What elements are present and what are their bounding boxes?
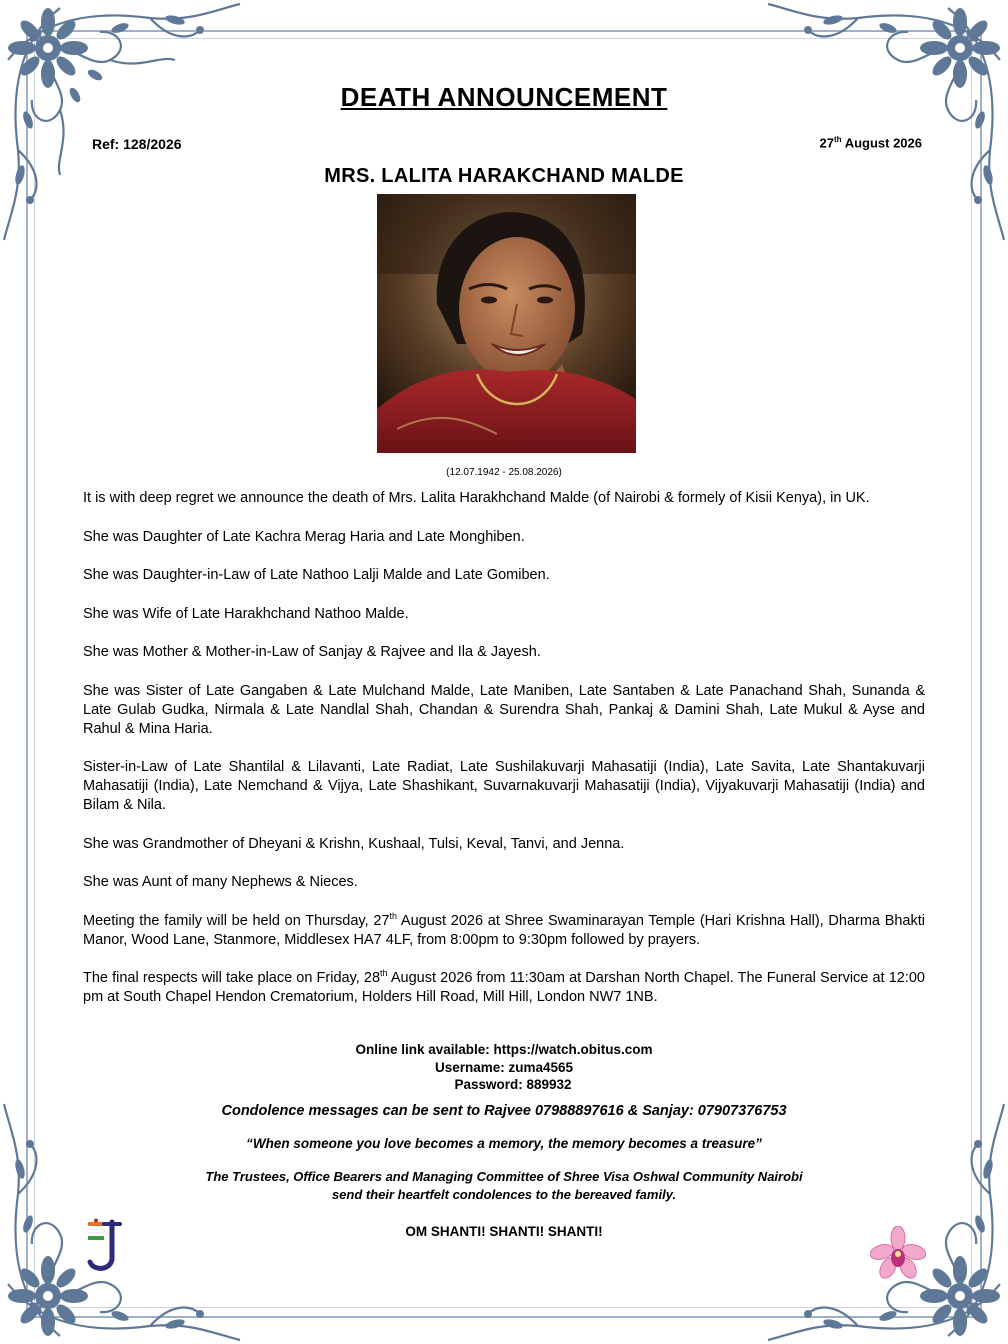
floral-corner-ornament-bottom-right bbox=[758, 1094, 1008, 1344]
online-stream-info bbox=[0, 1041, 1008, 1094]
sister-paragraph: She was Sister of Late Gangaben & Late Mulchand Malde, Late Maniben, Late Santaben & Late Panachand Shah, Sunanda & Late Gulab Gudka, Nirmala & Late Nandlal Shah, Chandan & Surendra Shah, Pankaj & Damini Shah, Late Mukul & Ayse and Rahul & Mina Haria. bbox=[83, 682, 925, 737]
wife-paragraph: She was Wife of Late Harakhchand Nathoo Malde. bbox=[83, 605, 409, 622]
date-day: 27 bbox=[819, 135, 834, 151]
meeting-paragraph bbox=[83, 912, 925, 950]
portrait-photo bbox=[377, 194, 636, 453]
floral-corner-ornament-top-right bbox=[758, 0, 1008, 250]
funeral-text-start: The final respects will take place on Friday, 28 bbox=[83, 970, 381, 986]
date-suffix: th bbox=[834, 135, 842, 144]
funeral-text-end: August 2026 from 11:30am at Darshan North Chapel. The Funeral Service at 12:00 pm at South Chapel Hendon Crematorium, Holders Hill Road, Mill Hill, London NW7 1NB. bbox=[83, 970, 925, 1005]
floral-corner-ornament-top-left bbox=[0, 0, 250, 250]
memorial-quote: “When someone you love becomes a memory, the memory becomes a treasure” bbox=[246, 1136, 762, 1151]
grandmother-paragraph: She was Grandmother of Dheyani & Krishn, Kushaal, Tulsi, Keval, Tanvi, and Jenna. bbox=[83, 835, 625, 852]
meeting-text-end: August 2026 at Shree Swaminarayan Temple (Hari Krishna Hall), Dharma Bhakti Manor, Wood Lane, Stanmore, Middlesex HA7 4LF, from 8:00pm to 9:30pm followed by prayers. bbox=[83, 912, 925, 948]
online-link: Online link available: https://watch.obitus.com bbox=[355, 1042, 653, 1057]
community-logo-icon bbox=[84, 1218, 126, 1276]
condolence-contacts: Condolence messages can be sent to Rajvee 07988897616 & Sanjay: 07907376753 bbox=[221, 1103, 787, 1119]
announcement-date bbox=[820, 135, 922, 150]
online-username: Username: zuma4565 bbox=[434, 1059, 574, 1075]
intro-paragraph: It is with deep regret we announce the death of Mrs. Lalita Harakhchand Malde (of Nairobi & formely of Kisii Kenya), in UK. bbox=[83, 490, 870, 506]
trustees-line-1: The Trustees, Office Bearers and Managing Committee of Shree Visa Oshwal Community Nairobi bbox=[205, 1169, 803, 1184]
closing-prayer: OM SHANTI! SHANTI! SHANTI! bbox=[405, 1224, 603, 1239]
online-password: Password: 889932 bbox=[454, 1077, 572, 1092]
life-dates: (12.07.1942 - 25.08.2026) bbox=[446, 467, 562, 478]
meeting-text-start: Meeting the family will be held on Thursday, 27 bbox=[83, 912, 390, 929]
funeral-paragraph bbox=[83, 969, 925, 1007]
trustees-line-2: send their heartfelt condolences to the bereaved family. bbox=[331, 1187, 677, 1202]
mother-paragraph: She was Mother & Mother-in-Law of Sanjay & Rajvee and Ila & Jayesh. bbox=[83, 644, 541, 660]
daughter-in-law-paragraph: She was Daughter-in-Law of Late Nathoo Lalji Malde and Late Gomiben. bbox=[83, 567, 550, 583]
date-month-year: August 2026 bbox=[841, 135, 922, 151]
page-title: DEATH ANNOUNCEMENT bbox=[340, 82, 668, 112]
meeting-date-suffix: th bbox=[389, 910, 397, 921]
sister-in-law-paragraph: Sister-in-Law of Late Shantilal & Lilavanti, Late Radiat, Late Sushilakuvarji Mahasatiji (India), Late Savita, Late Shantakuvarji Mahasatiji (India), Late Nemchand & Vijya, Late Shashikant, Suvarnakuvarji Mahasatiji (India), Vijyakuvarji Mahasatiji (India) and Bilam & Nila. bbox=[83, 759, 925, 813]
deceased-name: MRS. LALITA HARAKCHAND MALDE bbox=[324, 165, 684, 187]
aunt-paragraph: She was Aunt of many Nephews & Nieces. bbox=[83, 874, 358, 890]
trustees-message bbox=[0, 1168, 1008, 1204]
daughter-paragraph: She was Daughter of Late Kachra Merag Haria and Late Monghiben. bbox=[83, 528, 525, 545]
orchid-flower-icon bbox=[870, 1226, 926, 1282]
reference-number: Ref: 128/2026 bbox=[92, 136, 182, 152]
announcement-body bbox=[83, 489, 925, 1007]
funeral-date-suffix: th bbox=[380, 968, 388, 979]
